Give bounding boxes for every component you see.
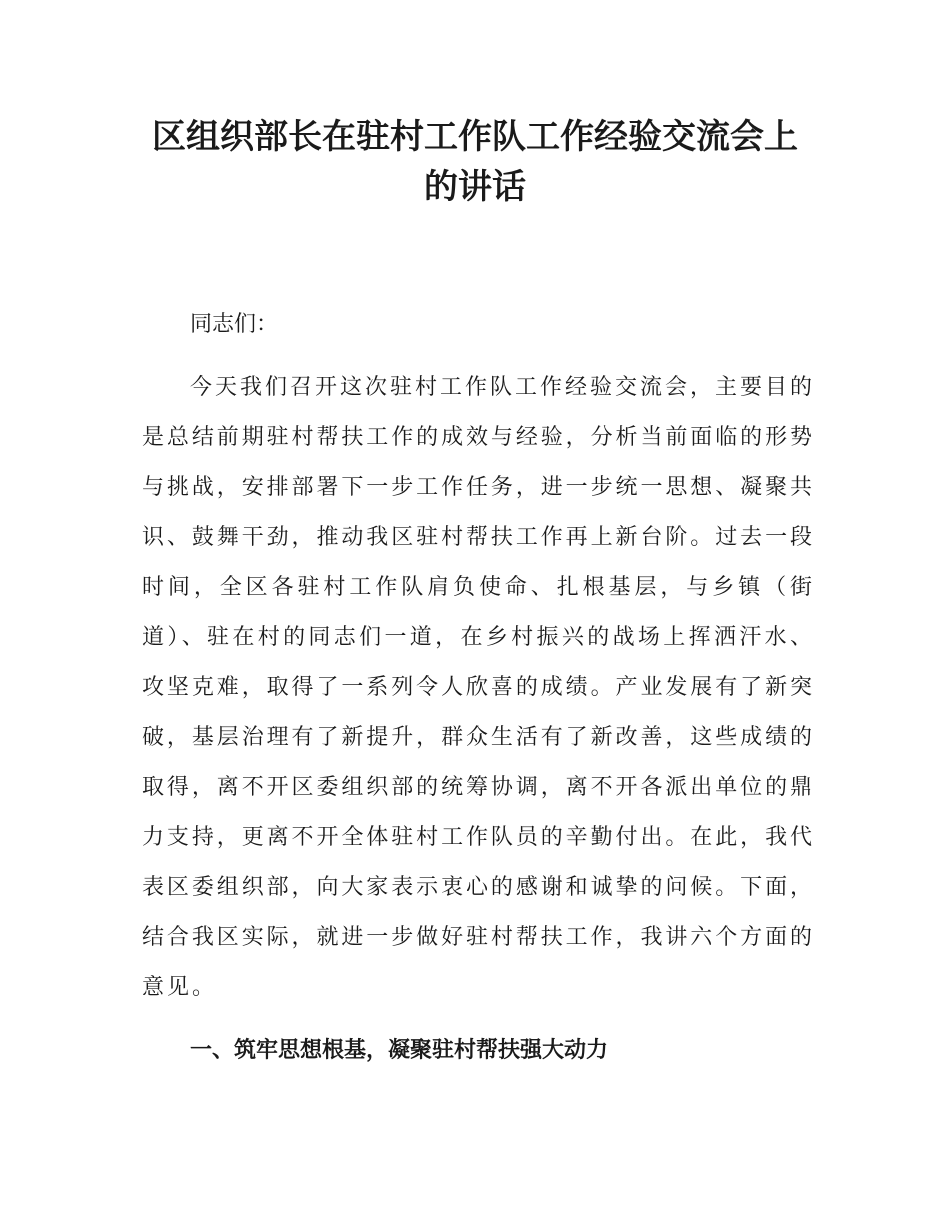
paragraph-line: 与挑战，安排部署下一步工作任务，进一步统一思想、凝聚共 — [142, 475, 812, 500]
document-title — [140, 112, 810, 212]
paragraph-line: 时间，全区各驻村工作队肩负使命、扎根基层，与乡镇（街 — [142, 575, 812, 600]
paragraph-line: 是总结前期驻村帮扶工作的成效与经验，分析当前面临的形势 — [142, 425, 812, 450]
paragraph-line: 意见。 — [142, 975, 218, 1000]
opening-paragraph — [142, 368, 816, 1018]
section-heading: 一、筑牢思想根基，凝聚驻村帮扶强大动力 — [190, 1038, 609, 1063]
salutation: 同志们： — [190, 312, 279, 337]
paragraph-line: 道）、驻在村的同志们一道，在乡村振兴的战场上挥洒汗水、 — [142, 625, 812, 650]
paragraph-line: 取得，离不开区委组织部的统筹协调，离不开各派出单位的鼎 — [142, 775, 812, 800]
paragraph-line: 力支持，更离不开全体驻村工作队员的辛勤付出。在此，我代 — [142, 825, 812, 850]
paragraph-line: 表区委组织部，向大家表示衷心的感谢和诚挚的问候。下面， — [142, 875, 812, 900]
title-line: 区组织部长在驻村工作队工作经验交流会上 — [152, 117, 798, 157]
title-line: 的讲话 — [424, 167, 526, 207]
paragraph-line: 今天我们召开这次驻村工作队工作经验交流会，主要目的 — [190, 375, 816, 400]
paragraph-line: 结合我区实际，就进一步做好驻村帮扶工作，我讲六个方面的 — [142, 925, 812, 950]
paragraph-line: 攻坚克难，取得了一系列令人欣喜的成绩。产业发展有了新突 — [142, 675, 812, 700]
paragraph-line: 破，基层治理有了新提升，群众生活有了新改善，这些成绩的 — [142, 725, 812, 750]
paragraph-line: 识、鼓舞干劲，推动我区驻村帮扶工作再上新台阶。过去一段 — [142, 525, 812, 550]
